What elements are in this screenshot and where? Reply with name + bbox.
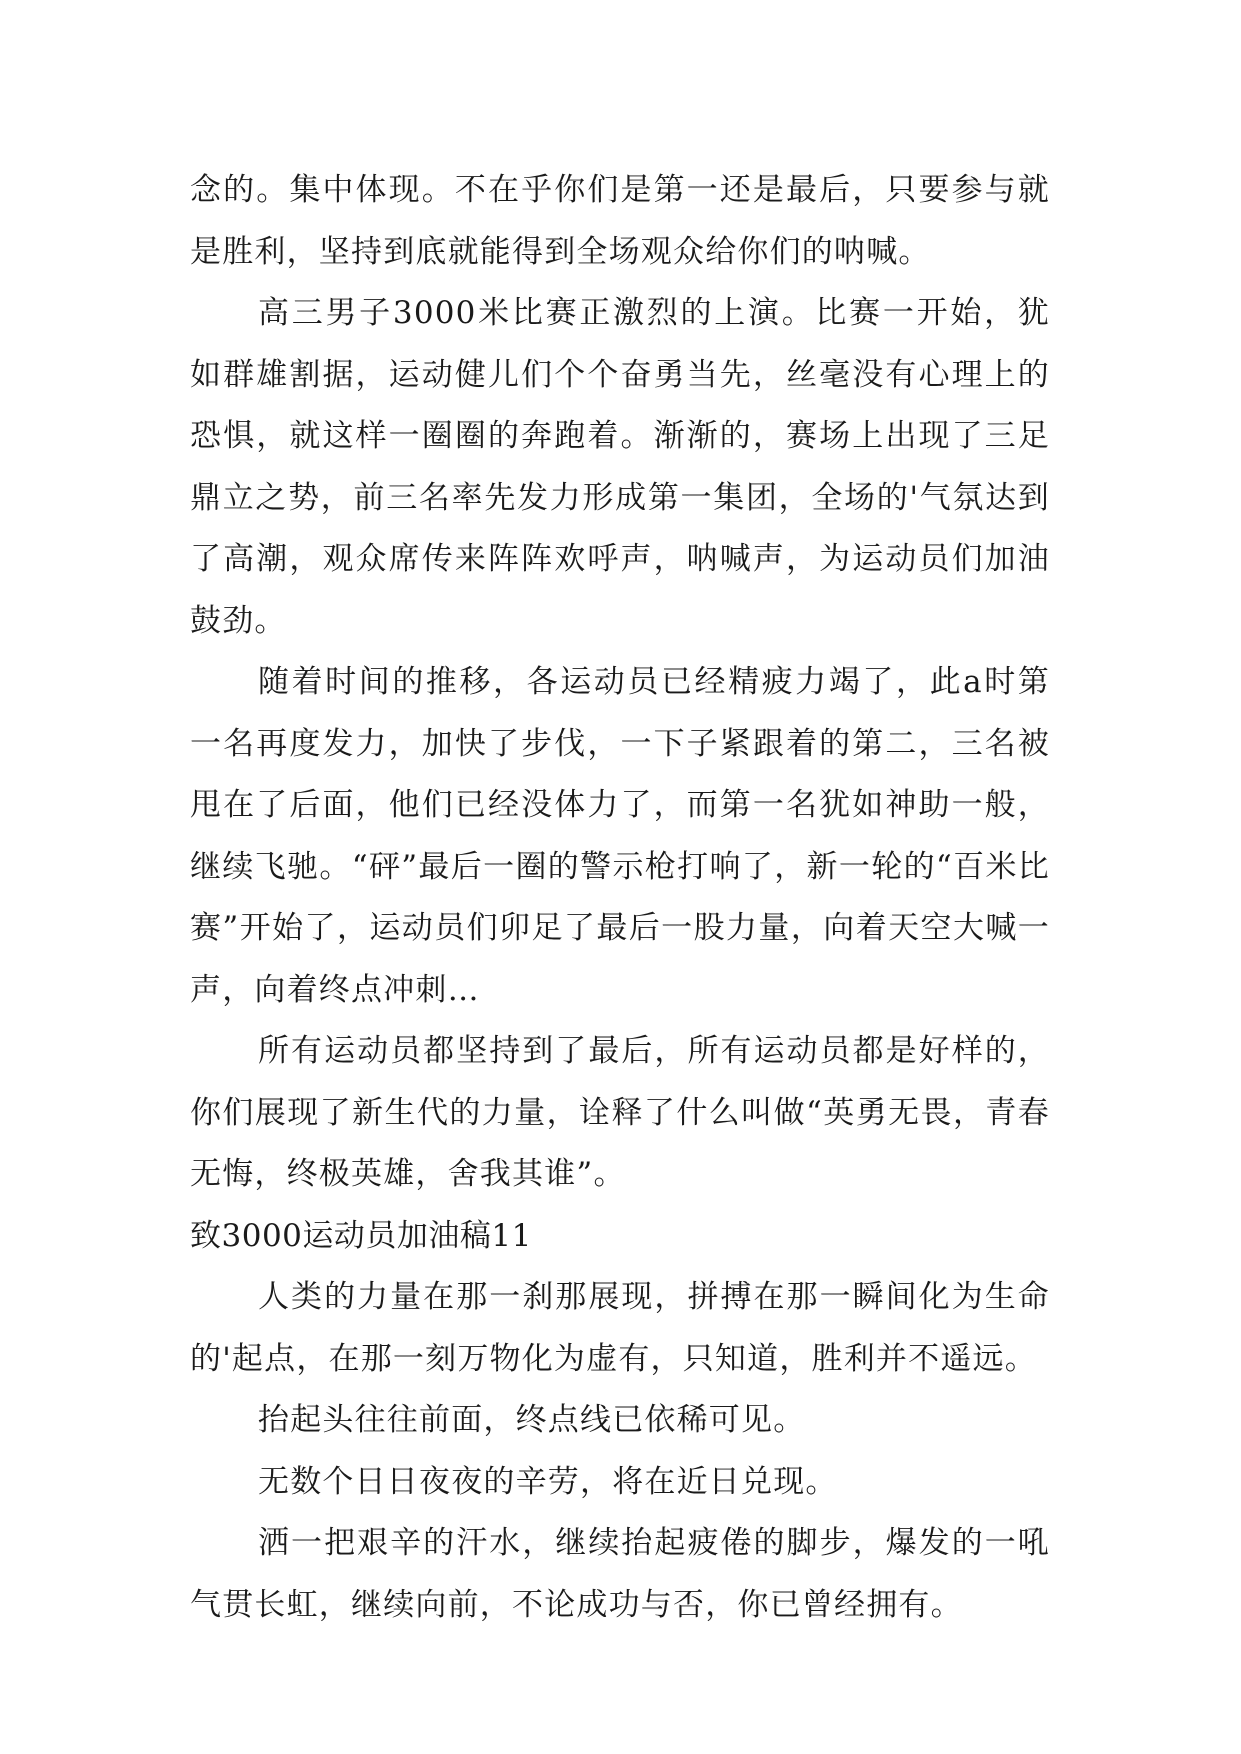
section-heading: 致3000运动员加油稿11 (190, 1217, 532, 1254)
paragraph-6: 抬起头往往前面，终点线已依稀可见。 (258, 1402, 806, 1438)
paragraph-1: 念的。集中体现。不在乎你们是第一还是最后，只要参与就是胜利，坚持到底就能得到全场观众给你们的呐喊。 (190, 172, 1050, 270)
paragraph-4: 所有运动员都坚持到了最后，所有运动员都是好样的，你们展现了新生代的力量，诠释了什么叫做“英勇无畏，青春无悔，终极英雄，舍我其谁”。 (190, 1033, 1050, 1192)
paragraph-7: 无数个日日夜夜的辛劳，将在近日兑现。 (258, 1463, 838, 1500)
paragraph-2: 高三男子3000米比赛正激烈的上演。比赛一开始，犹如群雄割据，运动健儿们个个奋勇当先，丝毫没有心理上的恐惧，就这样一圈圈的奔跑着。渐渐的，赛场上出现了三足鼎立之势，前三名率先发力形成第一集团，全场的'气氛达到了高潮，观众席传来阵阵欢呼声，呐喊声，为运动员们加油鼓劲。 (190, 295, 1050, 639)
paragraph-5: 人类的力量在那一刹那展现，拼搏在那一瞬间化为生命的'起点，在那一刻万物化为虚有，只知道，胜利并不遥远。 (190, 1279, 1050, 1377)
document-page (190, 160, 1050, 1636)
paragraph-8: 洒一把艰辛的汗水，继续抬起疲倦的脚步，爆发的一吼气贯长虹，继续向前，不论成功与否，你已曾经拥有。 (190, 1525, 1050, 1623)
paragraph-3: 随着时间的推移，各运动员已经精疲力竭了，此a时第一名再度发力，加快了步伐，一下子紧跟着的第二，三名被甩在了后面，他们已经没体力了，而第一名犹如神助一般，继续飞驰。“砰”最后一圈的警示枪打响了，新一轮的“百米比赛”开始了，运动员们卯足了最后一股力量，向着天空大喊一声，向着终点冲刺… (190, 664, 1050, 1008)
